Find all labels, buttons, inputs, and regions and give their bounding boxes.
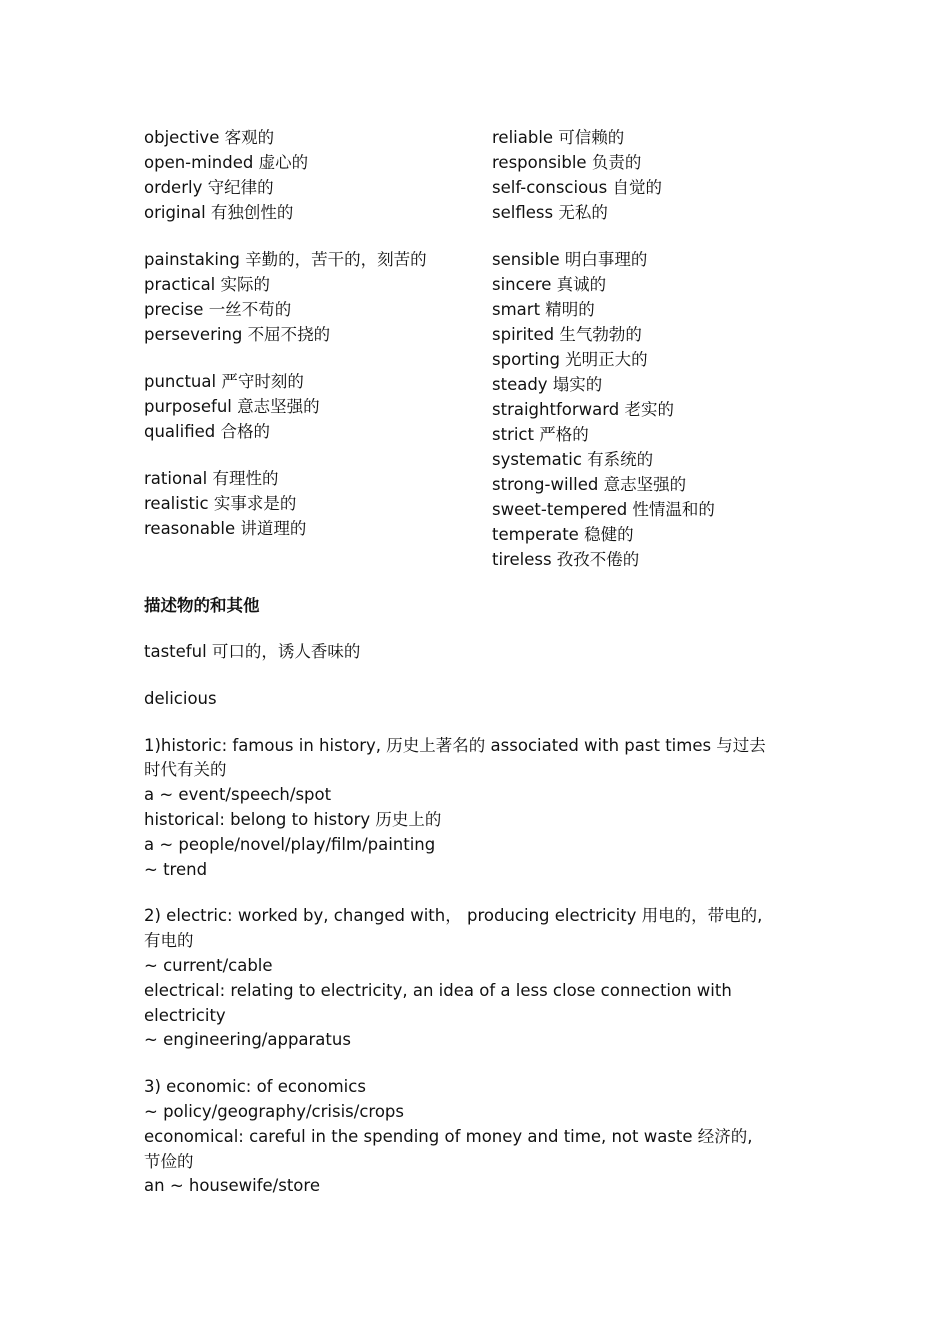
vocab-entry: spirited 生气勃勃的 — [492, 325, 642, 344]
paragraph-line: 节俭的 — [144, 1151, 194, 1171]
vocab-entry: precise 一丝不苟的 — [144, 300, 292, 319]
vocab-entry: practical 实际的 — [144, 275, 271, 294]
paragraph — [144, 640, 824, 665]
vocab-entry: systematic 有系统的 — [492, 450, 654, 469]
paragraph-line: an ~ housewife/store — [144, 1176, 320, 1196]
word-group — [492, 125, 715, 225]
vocab-entry: self-conscious 自觉的 — [492, 178, 662, 197]
vocabulary-columns — [144, 125, 824, 573]
paragraph-line: delicious — [144, 688, 217, 708]
word-group — [492, 247, 715, 572]
vocab-entry: selfless 无私的 — [492, 203, 608, 222]
paragraph-line: economical: careful in the spending of money and time, not waste 经济的, — [144, 1126, 753, 1146]
vocab-entry: responsible 负责的 — [492, 153, 642, 172]
vocab-entry: reasonable 讲道理的 — [144, 519, 307, 538]
vocab-entry: strict 严格的 — [492, 425, 589, 444]
document-page — [144, 125, 824, 1221]
paragraph-line: 2) electric: worked by, changed with， producing electricity 用电的，带电的, — [144, 906, 763, 926]
paragraph-line: 1)historic: famous in history, 历史上著名的 associated with past times 与过去 — [144, 735, 766, 755]
vocab-entry: orderly 守纪律的 — [144, 178, 274, 197]
vocab-entry: qualified 合格的 — [144, 422, 270, 441]
vocab-entry: punctual 严守时刻的 — [144, 372, 304, 391]
vocab-entry: strong-willed 意志坚强的 — [492, 475, 687, 494]
paragraph-line: a ~ event/speech/spot — [144, 785, 332, 805]
paragraph-line: ~ trend — [144, 859, 208, 879]
vocab-entry: temperate 稳健的 — [492, 525, 634, 544]
paragraph-line: historical: belong to history 历史上的 — [144, 809, 442, 829]
vocab-entry: persevering 不屈不挠的 — [144, 325, 331, 344]
paragraph-line: 时代有关的 — [144, 760, 227, 780]
vocab-entry: sensible 明白事理的 — [492, 250, 648, 269]
right-column — [492, 125, 715, 594]
vocab-entry: painstaking 辛勤的，苦干的，刻苦的 — [144, 250, 427, 269]
vocab-entry: reliable 可信赖的 — [492, 128, 625, 147]
paragraph — [144, 904, 824, 1053]
paragraph-line: tasteful 可口的，诱人香味的 — [144, 642, 361, 661]
vocab-entry: original 有独创性的 — [144, 203, 294, 222]
section-heading: 描述物的和其他 — [144, 596, 260, 615]
paragraph-line: electricity — [144, 1005, 226, 1025]
vocab-entry: open-minded 虚心的 — [144, 153, 309, 172]
word-group — [144, 369, 427, 444]
vocab-entry: straightforward 老实的 — [492, 400, 674, 419]
paragraph — [144, 687, 824, 712]
vocab-entry: rational 有理性的 — [144, 469, 279, 488]
vocab-entry: realistic 实事求是的 — [144, 494, 297, 513]
vocab-entry: steady 塌实的 — [492, 375, 603, 394]
vocab-entry: sporting 光明正大的 — [492, 350, 648, 369]
paragraph — [144, 734, 824, 883]
paragraph-line: ~ policy/geography/crisis/crops — [144, 1101, 404, 1121]
paragraph-line: 3) economic: of economics — [144, 1077, 366, 1097]
word-group — [144, 125, 427, 225]
word-group — [144, 466, 427, 541]
vocab-entry: sincere 真诚的 — [492, 275, 607, 294]
vocab-entry: purposeful 意志坚强的 — [144, 397, 320, 416]
paragraph-line: a ~ people/novel/play/film/painting — [144, 834, 436, 854]
paragraph — [144, 1075, 824, 1199]
word-group — [144, 247, 427, 347]
vocab-entry: smart 精明的 — [492, 300, 595, 319]
paragraph-line: electrical: relating to electricity, an idea of a less close connection with — [144, 980, 732, 1000]
paragraph-line: 有电的 — [144, 931, 194, 951]
vocab-entry: sweet-tempered 性情温和的 — [492, 500, 715, 519]
vocab-entry: tireless 孜孜不倦的 — [492, 550, 640, 569]
paragraph-line: ~ current/cable — [144, 955, 273, 975]
vocab-entry: objective 客观的 — [144, 128, 275, 147]
left-column — [144, 125, 427, 563]
paragraph-line: ~ engineering/apparatus — [144, 1030, 351, 1050]
